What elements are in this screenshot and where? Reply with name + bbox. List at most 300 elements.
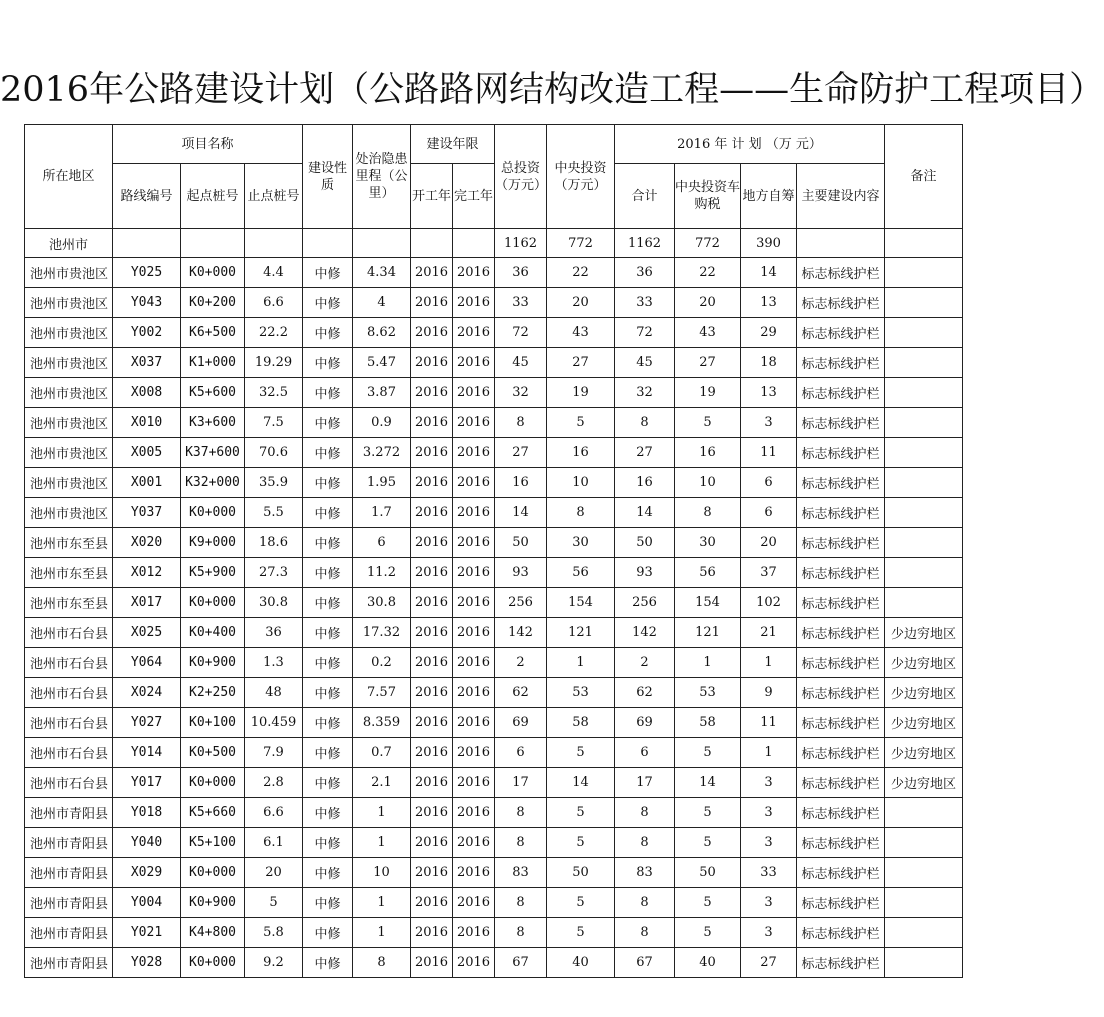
cell-start-stake: K0+100 xyxy=(181,708,245,738)
cell-start-stake: K32+000 xyxy=(181,468,245,498)
cell-central-tax: 121 xyxy=(675,618,741,648)
cell-subtotal: 45 xyxy=(615,348,675,378)
header-end-year: 完工年 xyxy=(453,164,495,229)
cell-nature: 中修 xyxy=(303,318,353,348)
cell-start-stake: K9+000 xyxy=(181,528,245,558)
cell-hazard-mileage: 0.9 xyxy=(353,408,411,438)
table-row xyxy=(25,348,963,378)
cell-location xyxy=(25,738,113,768)
cell-start-year: 2016 xyxy=(411,468,453,498)
cell-end-stake: 6.6 xyxy=(245,288,303,318)
cell-end-stake: 4.4 xyxy=(245,258,303,288)
cell-end-stake: 9.2 xyxy=(245,948,303,978)
cell-central-tax: 5 xyxy=(675,918,741,948)
cell-county: 贵池区 xyxy=(69,447,109,462)
cell-nature: 中修 xyxy=(303,948,353,978)
cell-city: 池州市 xyxy=(30,387,70,402)
cell-end-year: 2016 xyxy=(453,408,495,438)
cell-start-year: 2016 xyxy=(411,348,453,378)
cell-route-no: X005 xyxy=(113,438,181,468)
cell-start-stake: K4+800 xyxy=(181,918,245,948)
cell-start-stake: K0+900 xyxy=(181,648,245,678)
cell-hazard-mileage: 1.7 xyxy=(353,498,411,528)
cell-route-no: Y037 xyxy=(113,498,181,528)
cell-route-no: Y064 xyxy=(113,648,181,678)
cell-hazard-mileage: 0.2 xyxy=(353,648,411,678)
header-main-content: 主要建设内容 xyxy=(797,164,885,229)
cell-start-year: 2016 xyxy=(411,318,453,348)
cell-city: 池州市 xyxy=(30,417,70,432)
cell-start-year: 2016 xyxy=(411,708,453,738)
header-local-self: 地方自筹 xyxy=(741,164,797,229)
cell-end-stake: 36 xyxy=(245,618,303,648)
cell-start-stake: K5+100 xyxy=(181,828,245,858)
cell-hazard-mileage: 17.32 xyxy=(353,618,411,648)
cell-remark: 少边穷地区 xyxy=(885,648,963,678)
cell-local-self: 1 xyxy=(741,738,797,768)
cell-city: 池州市 xyxy=(30,297,70,312)
cell-total-invest: 256 xyxy=(495,588,547,618)
cell-nature: 中修 xyxy=(303,378,353,408)
cell-total-invest: 6 xyxy=(495,738,547,768)
cell-start-stake: K0+500 xyxy=(181,738,245,768)
cell-city: 池州市 xyxy=(30,837,70,852)
cell-central-tax: 8 xyxy=(675,498,741,528)
cell-central-invest: 1 xyxy=(547,648,615,678)
cell-hazard-mileage: 6 xyxy=(353,528,411,558)
cell-central-invest: 19 xyxy=(547,378,615,408)
cell-location xyxy=(25,348,113,378)
cell-start-year: 2016 xyxy=(411,588,453,618)
cell-county: 东至县 xyxy=(69,567,109,582)
cell-subtotal: 27 xyxy=(615,438,675,468)
cell-location xyxy=(25,858,113,888)
cell-route-no: Y043 xyxy=(113,288,181,318)
cell-main-content: 标志标线护栏 xyxy=(797,258,885,288)
cell-location xyxy=(25,288,113,318)
cell-end-year: 2016 xyxy=(453,678,495,708)
cell-remark xyxy=(885,858,963,888)
cell-end-stake: 22.2 xyxy=(245,318,303,348)
cell-local-self: 3 xyxy=(741,768,797,798)
cell-county: 青阳县 xyxy=(69,897,109,912)
cell-county: 青阳县 xyxy=(69,927,109,942)
cell-start-year: 2016 xyxy=(411,558,453,588)
cell-location xyxy=(25,768,113,798)
cell-county: 贵池区 xyxy=(69,387,109,402)
cell-hazard-mileage: 1 xyxy=(353,798,411,828)
table-body xyxy=(25,229,963,978)
cell-hazard-mileage: 8.359 xyxy=(353,708,411,738)
cell-subtotal: 142 xyxy=(615,618,675,648)
cell-route-no: Y028 xyxy=(113,948,181,978)
table-row xyxy=(25,408,963,438)
header-central-tax: 中央投资车购税 xyxy=(675,164,741,229)
cell-end-year: 2016 xyxy=(453,708,495,738)
cell-central-invest: 22 xyxy=(547,258,615,288)
cell-end-year: 2016 xyxy=(453,588,495,618)
cell-total-invest: 8 xyxy=(495,828,547,858)
cell-end-year: 2016 xyxy=(453,288,495,318)
cell-nature: 中修 xyxy=(303,348,353,378)
cell-nature: 中修 xyxy=(303,408,353,438)
cell-main-content: 标志标线护栏 xyxy=(797,618,885,648)
cell-total-invest: 45 xyxy=(495,348,547,378)
cell-start-year: 2016 xyxy=(411,288,453,318)
table-row xyxy=(25,858,963,888)
cell-hazard-mileage: 1 xyxy=(353,918,411,948)
cell-start-year: 2016 xyxy=(411,798,453,828)
cell-central-invest: 56 xyxy=(547,558,615,588)
cell-county: 贵池区 xyxy=(69,267,109,282)
cell-nature: 中修 xyxy=(303,768,353,798)
cell-total-invest: 2 xyxy=(495,648,547,678)
cell-city: 池州市 xyxy=(30,927,70,942)
cell-subtotal: 62 xyxy=(615,678,675,708)
cell-city: 池州市 xyxy=(30,597,70,612)
cell-city: 池州市 xyxy=(30,897,70,912)
cell-main-content: 标志标线护栏 xyxy=(797,528,885,558)
cell-subtotal: 17 xyxy=(615,768,675,798)
cell-start-year: 2016 xyxy=(411,678,453,708)
cell-nature: 中修 xyxy=(303,498,353,528)
table-row xyxy=(25,828,963,858)
cell-county: 石台县 xyxy=(69,657,109,672)
cell-total-invest: 8 xyxy=(495,918,547,948)
cell-main-content: 标志标线护栏 xyxy=(797,738,885,768)
cell-remark xyxy=(885,438,963,468)
cell-total-invest: 8 xyxy=(495,798,547,828)
cell-local-self: 1 xyxy=(741,648,797,678)
cell-county: 贵池区 xyxy=(69,327,109,342)
cell-subtotal: 8 xyxy=(615,918,675,948)
cell-central-tax: 5 xyxy=(675,888,741,918)
cell-start-stake: K0+000 xyxy=(181,498,245,528)
cell-route-no: Y025 xyxy=(113,258,181,288)
cell-central-tax: 5 xyxy=(675,798,741,828)
cell-end-year: 2016 xyxy=(453,948,495,978)
cell-central-tax: 154 xyxy=(675,588,741,618)
cell-nature: 中修 xyxy=(303,708,353,738)
cell-main-content: 标志标线护栏 xyxy=(797,858,885,888)
header-central-invest: 中央投资（万元） xyxy=(547,125,615,229)
table-row xyxy=(25,318,963,348)
cell-subtotal: 16 xyxy=(615,468,675,498)
cell-nature: 中修 xyxy=(303,468,353,498)
cell-start-stake: K0+000 xyxy=(181,768,245,798)
cell-main-content: 标志标线护栏 xyxy=(797,648,885,678)
cell-county: 石台县 xyxy=(69,627,109,642)
cell-city: 池州市 xyxy=(30,747,70,762)
cell-central-tax: 58 xyxy=(675,708,741,738)
cell-start-year: 2016 xyxy=(411,258,453,288)
cell-county: 贵池区 xyxy=(69,357,109,372)
table-row xyxy=(25,468,963,498)
cell-start-stake: K5+600 xyxy=(181,378,245,408)
cell-city: 池州市 xyxy=(30,957,70,972)
table-row xyxy=(25,708,963,738)
cell-central-invest: 5 xyxy=(547,738,615,768)
cell-nature: 中修 xyxy=(303,648,353,678)
cell-city: 池州市 xyxy=(30,627,70,642)
cell-nature: 中修 xyxy=(303,618,353,648)
cell-local-self: 3 xyxy=(741,918,797,948)
cell-location xyxy=(25,258,113,288)
cell-main-content: 标志标线护栏 xyxy=(797,888,885,918)
cell-start-stake: K1+000 xyxy=(181,348,245,378)
cell-nature: 中修 xyxy=(303,258,353,288)
header-start-year: 开工年 xyxy=(411,164,453,229)
total-invest-value: 1162 xyxy=(495,229,547,258)
cell-end-stake: 35.9 xyxy=(245,468,303,498)
cell-location xyxy=(25,588,113,618)
cell-remark xyxy=(885,288,963,318)
cell-city: 池州市 xyxy=(30,447,70,462)
cell-location xyxy=(25,708,113,738)
cell-central-tax: 56 xyxy=(675,558,741,588)
cell-local-self: 3 xyxy=(741,828,797,858)
cell-subtotal: 33 xyxy=(615,288,675,318)
cell-end-stake: 19.29 xyxy=(245,348,303,378)
cell-county: 石台县 xyxy=(69,747,109,762)
cell-central-invest: 40 xyxy=(547,948,615,978)
cell-local-self: 11 xyxy=(741,708,797,738)
cell-total-invest: 16 xyxy=(495,468,547,498)
cell-hazard-mileage: 4 xyxy=(353,288,411,318)
header-hazard-mileage: 处治隐患里程（公里） xyxy=(353,125,411,229)
cell-county: 青阳县 xyxy=(69,867,109,882)
cell-location xyxy=(25,828,113,858)
cell-central-invest: 121 xyxy=(547,618,615,648)
cell-end-year: 2016 xyxy=(453,918,495,948)
cell-city: 池州市 xyxy=(30,267,70,282)
cell-central-tax: 43 xyxy=(675,318,741,348)
cell-central-invest: 43 xyxy=(547,318,615,348)
table-row xyxy=(25,798,963,828)
cell-total-invest: 62 xyxy=(495,678,547,708)
total-central-value: 772 xyxy=(547,229,615,258)
cell-route-no: X024 xyxy=(113,678,181,708)
cell-end-stake: 18.6 xyxy=(245,528,303,558)
cell-central-invest: 5 xyxy=(547,888,615,918)
table-row xyxy=(25,948,963,978)
cell-route-no: X025 xyxy=(113,618,181,648)
table-row xyxy=(25,288,963,318)
cell-local-self: 37 xyxy=(741,558,797,588)
cell-location xyxy=(25,678,113,708)
cell-route-no: X012 xyxy=(113,558,181,588)
cell-central-invest: 53 xyxy=(547,678,615,708)
cell-central-invest: 16 xyxy=(547,438,615,468)
cell-local-self: 11 xyxy=(741,438,797,468)
cell-local-self: 33 xyxy=(741,858,797,888)
cell-county: 石台县 xyxy=(69,717,109,732)
cell-end-stake: 1.3 xyxy=(245,648,303,678)
cell-subtotal: 93 xyxy=(615,558,675,588)
cell-location xyxy=(25,318,113,348)
cell-city: 池州市 xyxy=(30,567,70,582)
cell-city: 池州市 xyxy=(30,777,70,792)
cell-start-year: 2016 xyxy=(411,498,453,528)
header-plan-2016: 2016 年 计 划 （万 元） xyxy=(615,125,885,164)
cell-total-invest: 32 xyxy=(495,378,547,408)
cell-route-no: Y017 xyxy=(113,768,181,798)
cell-start-year: 2016 xyxy=(411,618,453,648)
cell-total-invest: 67 xyxy=(495,948,547,978)
cell-county: 青阳县 xyxy=(69,837,109,852)
cell-start-year: 2016 xyxy=(411,378,453,408)
cell-end-stake: 7.9 xyxy=(245,738,303,768)
cell-local-self: 3 xyxy=(741,798,797,828)
cell-end-stake: 5.5 xyxy=(245,498,303,528)
cell-end-stake: 2.8 xyxy=(245,768,303,798)
cell-route-no: X029 xyxy=(113,858,181,888)
cell-nature: 中修 xyxy=(303,438,353,468)
header-period: 建设年限 xyxy=(411,125,495,164)
cell-end-year: 2016 xyxy=(453,828,495,858)
cell-start-stake: K5+900 xyxy=(181,558,245,588)
cell-route-no: Y040 xyxy=(113,828,181,858)
cell-central-invest: 10 xyxy=(547,468,615,498)
cell-central-tax: 30 xyxy=(675,528,741,558)
cell-start-stake: K5+660 xyxy=(181,798,245,828)
cell-end-year: 2016 xyxy=(453,888,495,918)
cell-start-year: 2016 xyxy=(411,888,453,918)
cell-city: 池州市 xyxy=(30,717,70,732)
table-row xyxy=(25,498,963,528)
cell-local-self: 3 xyxy=(741,408,797,438)
header-subtotal: 合计 xyxy=(615,164,675,229)
cell-end-year: 2016 xyxy=(453,348,495,378)
cell-central-tax: 53 xyxy=(675,678,741,708)
cell-route-no: Y021 xyxy=(113,918,181,948)
header-location: 所在地区 xyxy=(25,125,113,229)
cell-subtotal: 32 xyxy=(615,378,675,408)
cell-start-year: 2016 xyxy=(411,858,453,888)
cell-main-content: 标志标线护栏 xyxy=(797,288,885,318)
cell-end-stake: 7.5 xyxy=(245,408,303,438)
cell-route-no: X001 xyxy=(113,468,181,498)
cell-local-self: 27 xyxy=(741,948,797,978)
cell-end-stake: 6.6 xyxy=(245,798,303,828)
table-row xyxy=(25,378,963,408)
cell-local-self: 13 xyxy=(741,378,797,408)
cell-hazard-mileage: 2.1 xyxy=(353,768,411,798)
cell-end-year: 2016 xyxy=(453,858,495,888)
cell-start-stake: K0+000 xyxy=(181,588,245,618)
cell-end-year: 2016 xyxy=(453,438,495,468)
cell-central-invest: 50 xyxy=(547,858,615,888)
header-end-stake: 止点桩号 xyxy=(245,164,303,229)
table-row xyxy=(25,528,963,558)
total-local-self-value: 390 xyxy=(741,229,797,258)
cell-location xyxy=(25,498,113,528)
cell-nature: 中修 xyxy=(303,288,353,318)
cell-total-invest: 69 xyxy=(495,708,547,738)
header-total-invest: 总投资（万元） xyxy=(495,125,547,229)
cell-remark: 少边穷地区 xyxy=(885,708,963,738)
cell-route-no: X017 xyxy=(113,588,181,618)
cell-end-year: 2016 xyxy=(453,498,495,528)
cell-route-no: Y018 xyxy=(113,798,181,828)
cell-total-invest: 33 xyxy=(495,288,547,318)
cell-county: 东至县 xyxy=(69,537,109,552)
cell-main-content: 标志标线护栏 xyxy=(797,408,885,438)
cell-hazard-mileage: 30.8 xyxy=(353,588,411,618)
cell-local-self: 29 xyxy=(741,318,797,348)
cell-remark xyxy=(885,528,963,558)
cell-local-self: 18 xyxy=(741,348,797,378)
cell-total-invest: 72 xyxy=(495,318,547,348)
header-route-no: 路线编号 xyxy=(113,164,181,229)
cell-main-content: 标志标线护栏 xyxy=(797,918,885,948)
cell-local-self: 21 xyxy=(741,618,797,648)
cell-hazard-mileage: 11.2 xyxy=(353,558,411,588)
cell-total-invest: 14 xyxy=(495,498,547,528)
cell-county: 贵池区 xyxy=(69,477,109,492)
cell-central-tax: 14 xyxy=(675,768,741,798)
cell-total-invest: 8 xyxy=(495,888,547,918)
cell-total-invest: 93 xyxy=(495,558,547,588)
cell-county: 贵池区 xyxy=(69,297,109,312)
cell-central-invest: 58 xyxy=(547,708,615,738)
cell-end-year: 2016 xyxy=(453,468,495,498)
cell-total-invest: 17 xyxy=(495,768,547,798)
cell-start-year: 2016 xyxy=(411,948,453,978)
cell-location xyxy=(25,888,113,918)
cell-remark xyxy=(885,408,963,438)
cell-total-invest: 8 xyxy=(495,408,547,438)
cell-central-tax: 22 xyxy=(675,258,741,288)
cell-central-tax: 1 xyxy=(675,648,741,678)
cell-main-content: 标志标线护栏 xyxy=(797,768,885,798)
table-row xyxy=(25,618,963,648)
cell-start-stake: K0+900 xyxy=(181,888,245,918)
cell-remark xyxy=(885,348,963,378)
cell-route-no: X020 xyxy=(113,528,181,558)
cell-remark xyxy=(885,918,963,948)
cell-main-content: 标志标线护栏 xyxy=(797,348,885,378)
cell-remark xyxy=(885,258,963,288)
cell-city: 池州市 xyxy=(30,537,70,552)
cell-route-no: X037 xyxy=(113,348,181,378)
table-row xyxy=(25,918,963,948)
cell-start-year: 2016 xyxy=(411,738,453,768)
cell-start-year: 2016 xyxy=(411,438,453,468)
cell-remark xyxy=(885,468,963,498)
cell-end-stake: 20 xyxy=(245,858,303,888)
cell-end-year: 2016 xyxy=(453,618,495,648)
cell-city: 池州市 xyxy=(30,657,70,672)
cell-start-stake: K6+500 xyxy=(181,318,245,348)
cell-county: 青阳县 xyxy=(69,957,109,972)
cell-total-invest: 50 xyxy=(495,528,547,558)
cell-end-year: 2016 xyxy=(453,558,495,588)
table-row xyxy=(25,588,963,618)
cell-subtotal: 8 xyxy=(615,408,675,438)
header-nature: 建设性质 xyxy=(303,125,353,229)
cell-hazard-mileage: 4.34 xyxy=(353,258,411,288)
cell-location xyxy=(25,558,113,588)
cell-central-tax: 5 xyxy=(675,828,741,858)
cell-subtotal: 36 xyxy=(615,258,675,288)
cell-subtotal: 69 xyxy=(615,708,675,738)
cell-start-stake: K37+600 xyxy=(181,438,245,468)
table-row xyxy=(25,558,963,588)
cell-nature: 中修 xyxy=(303,858,353,888)
cell-subtotal: 8 xyxy=(615,888,675,918)
cell-nature: 中修 xyxy=(303,558,353,588)
